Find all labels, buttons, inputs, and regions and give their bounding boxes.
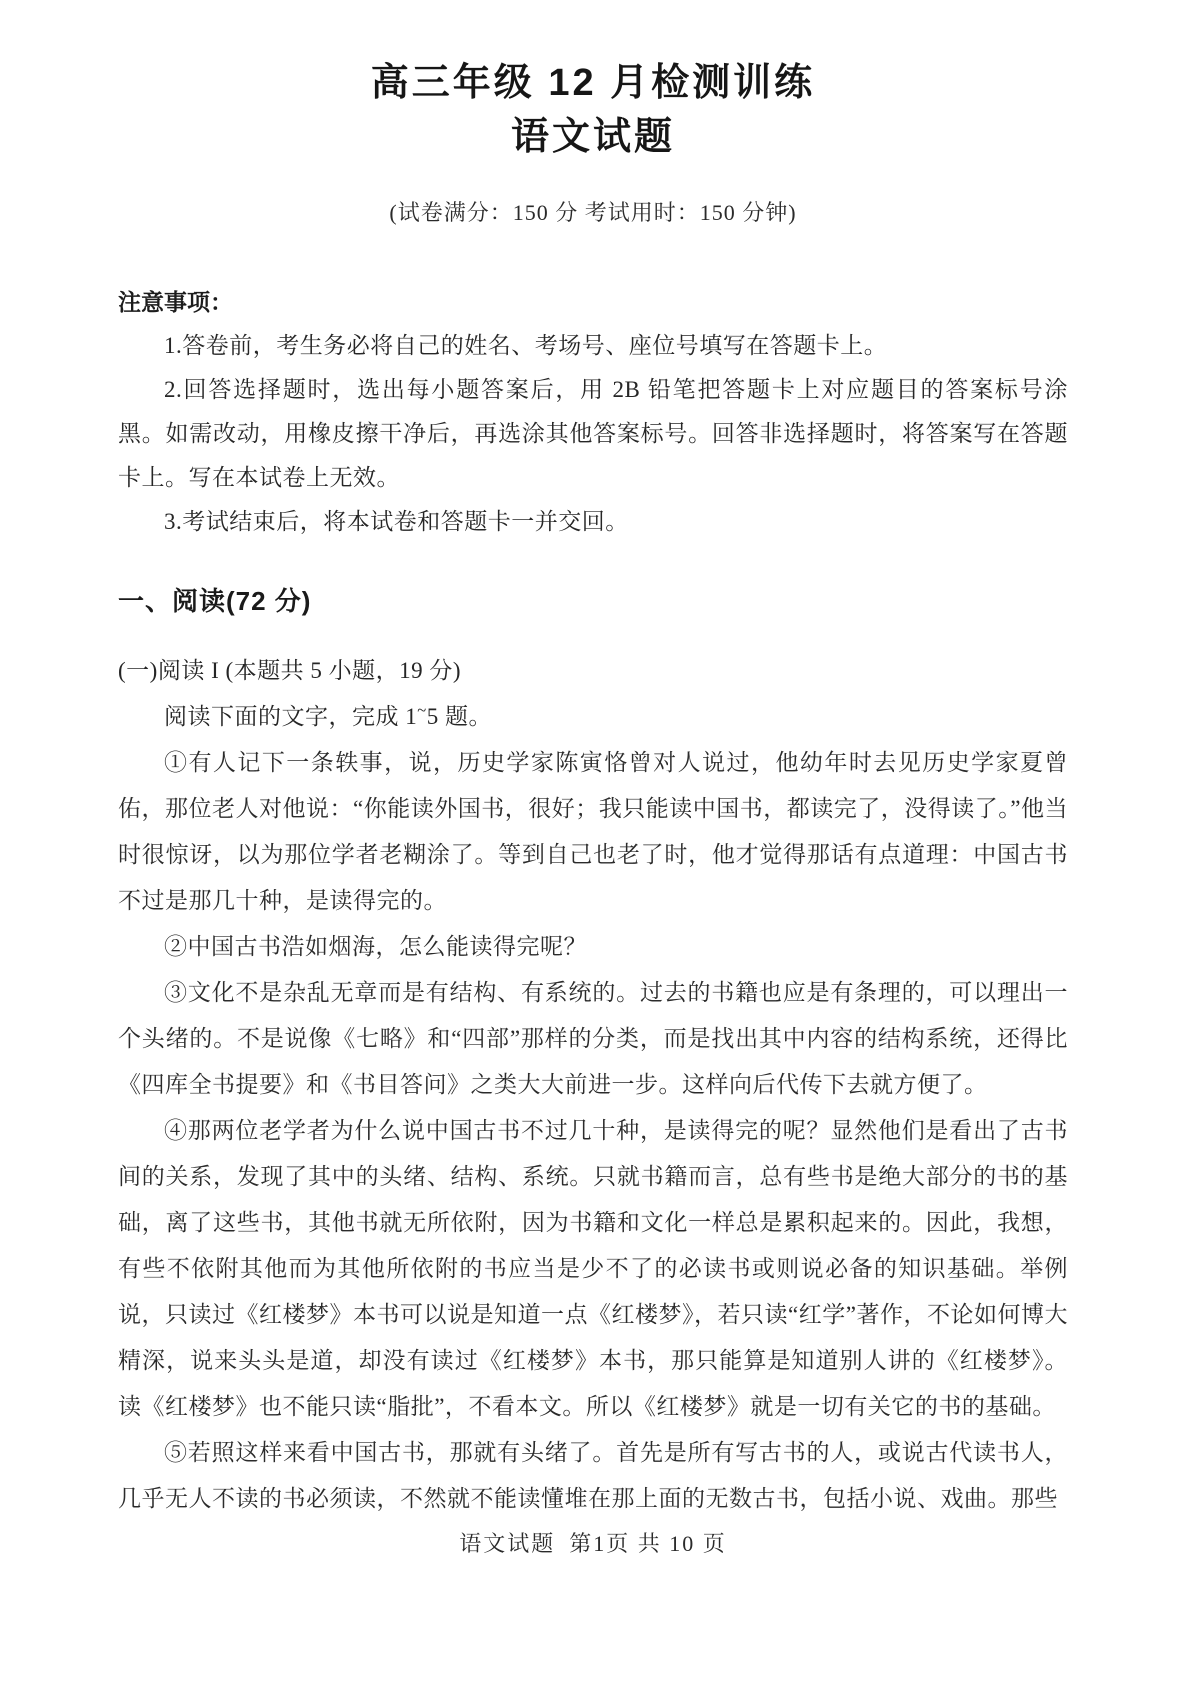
passage-paragraph-4: ④那两位老学者为什么说中国古书不过几十种，是读得完的呢？显然他们是看出了古书间的关系，发现了其中的头绪、结构、系统。只就书籍而言，总有些书是绝大部分的书的基础，离了这些书，其他书就无所依附，因为书籍和文化一样总是累积起来的。因此，我想，有些不依附其他而为其他所依附的书应当是少不了的必读书或则说必备的知识基础。举例说，只读过《红楼梦》本书可以说是知道一点《红楼梦》，若只读“红学”著作，不论如何博大精深，说来头头是道，却没有读过《红楼梦》本书，那只能算是知道别人讲的《红楼梦》。读《红楼梦》也不能只读“脂批”，不看本文。所以《红楼梦》就是一切有关它的书的基础。 bbox=[118, 1118, 1068, 1419]
passage-paragraph-5: ⑤若照这样来看中国古书，那就有头绪了。首先是所有写古书的人，或说古代读书人，几乎无人不读的书必须读，不然就不能读懂堆在那上面的无数古书，包括小说、戏曲。那些 bbox=[118, 1440, 1068, 1511]
notices-heading: 注意事项： bbox=[118, 289, 233, 315]
paper-title-line1: 高三年级 12 月检测训练 bbox=[370, 62, 816, 104]
exam-info-line: (试卷满分：150 分 考试用时：150 分钟) bbox=[389, 200, 797, 225]
reading-instruction bbox=[118, 694, 1068, 740]
range-tilde: ~ bbox=[417, 700, 427, 720]
section-heading-reading: 一、阅读(72 分) bbox=[118, 586, 312, 616]
notice-item-1: 1.答卷前，考生务必将自己的姓名、考场号、座位号填写在答题卡上。 bbox=[164, 333, 888, 358]
notice-item-3: 3.考试结束后，将本试卷和答题卡一并交回。 bbox=[164, 509, 629, 534]
instruction-prefix: 阅读下面的文字，完成 1 bbox=[164, 704, 418, 729]
instruction-suffix: 5 题。 bbox=[426, 704, 492, 729]
paper-title-line2: 语文试题 bbox=[510, 116, 675, 158]
passage-paragraph-2: ②中国古书浩如烟海，怎么能读得完呢？ bbox=[164, 934, 587, 959]
passage-paragraph-3: ③文化不是杂乱无章而是有结构、有系统的。过去的书籍也应是有条理的，可以理出一个头绪的。不是说像《七略》和“四部”那样的分类，而是找出其中内容的结构系统，还得比《四库全书提要》和《书目答问》之类大大前进一步。这样向后代传下去就方便了。 bbox=[118, 980, 1068, 1097]
footer-page-number: 第1页 共 10 页 bbox=[569, 1531, 727, 1556]
subsection-heading-reading-1: (一)阅读 I (本题共 5 小题，19 分) bbox=[118, 658, 462, 683]
footer-paper-label: 语文试题 bbox=[459, 1531, 556, 1556]
passage-paragraph-1: ①有人记下一条轶事，说，历史学家陈寅恪曾对人说过，他幼年时去见历史学家夏曾佑，那位老人对他说：“你能读外国书，很好；我只能读中国书，都读完了，没得读了。”他当时很惊讶，以为那位学者老糊涂了。等到自己也老了时，他才觉得那话有点道理：中国古书不过是那几十种，是读得完的。 bbox=[118, 750, 1068, 913]
page-footer bbox=[118, 1524, 1068, 1564]
notice-item-2: 2.回答选择题时，选出每小题答案后，用 2B 铅笔把答题卡上对应题目的答案标号涂黑。如需改动，用橡皮擦干净后，再选涂其他答案标号。回答非选择题时，将答案写在答题卡上。写在本试卷上无效。 bbox=[118, 377, 1068, 490]
